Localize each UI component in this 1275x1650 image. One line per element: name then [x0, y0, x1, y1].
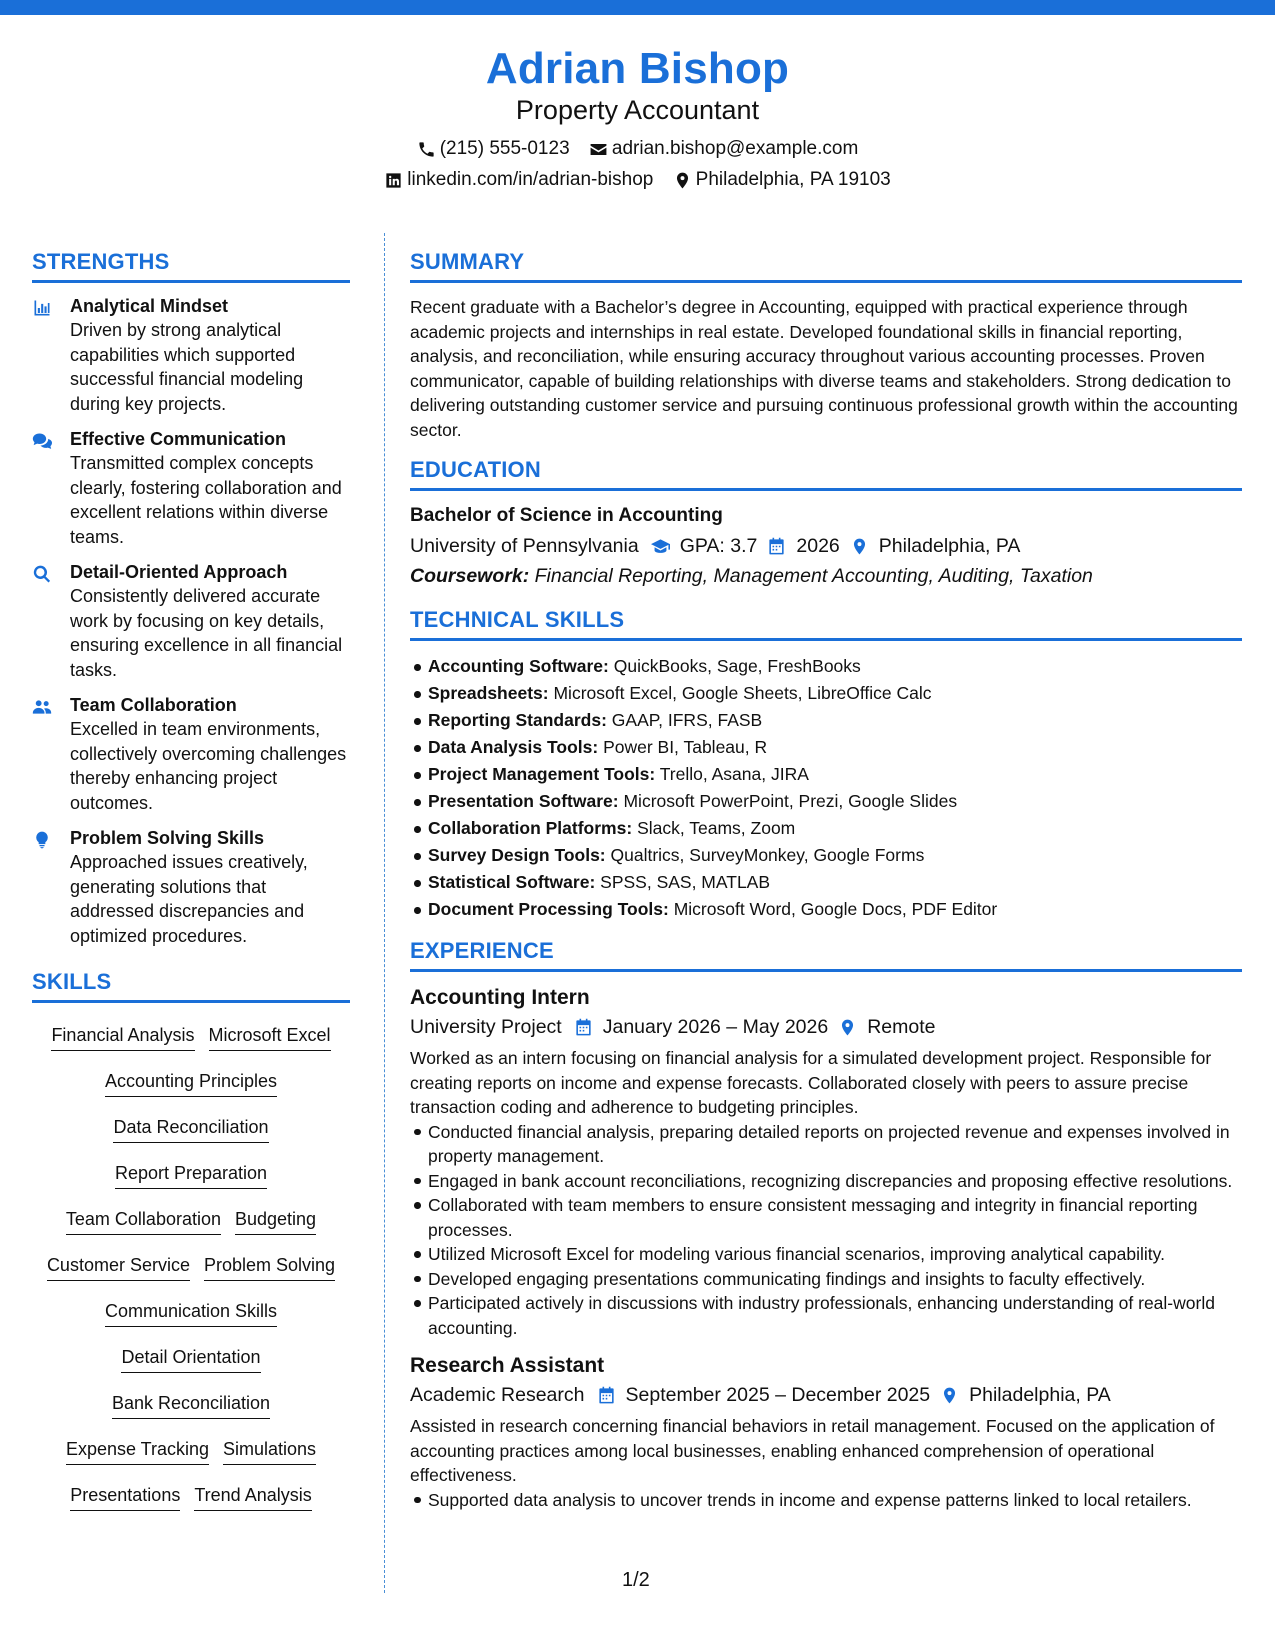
skill-category: Data Analysis Tools:: [428, 737, 599, 757]
job-entry: [410, 984, 1242, 1340]
skill-chip: Data Reconciliation: [113, 1115, 268, 1143]
job-meta: [410, 1381, 1242, 1409]
comments-icon: [32, 431, 52, 451]
skill-chip: Trend Analysis: [194, 1483, 311, 1511]
list-item: Participated actively in discussions with industry professionals, enhancing understanding of real-world accounting.: [428, 1291, 1242, 1340]
strength-item: [32, 827, 350, 948]
linkedin-text: linkedin.com/in/adrian-bishop: [407, 169, 654, 191]
candidate-name: Adrian Bishop: [485, 44, 790, 93]
school-name: University of Pennsylvania: [410, 535, 639, 557]
lightbulb-icon: [32, 830, 52, 850]
list-item: [428, 761, 1242, 788]
job-bullets: [410, 1488, 1242, 1513]
column-divider: [384, 233, 385, 1593]
resume-header: [0, 42, 1275, 192]
job-meta: [410, 1013, 1242, 1041]
gpa: GPA: 3.7: [679, 535, 758, 557]
job-bullets: [410, 1120, 1242, 1341]
strengths-heading: STRENGTHS: [32, 248, 350, 283]
list-item: [428, 842, 1242, 869]
list-item: Collaborated with team members to ensure consistent messaging and integrity in financial reporting processes.: [428, 1193, 1242, 1242]
skill-chip: Bank Reconciliation: [112, 1391, 270, 1419]
strength-item: [32, 295, 350, 416]
linkedin-icon: [384, 171, 403, 190]
candidate-role: Property Accountant: [515, 95, 760, 125]
list-item: [428, 734, 1242, 761]
strength-desc: Approached issues creatively, generating solutions that addressed discrepancies and optimized procedures.: [70, 852, 308, 946]
skill-category: Survey Design Tools:: [428, 845, 606, 865]
linkedin-contact[interactable]: [384, 168, 653, 192]
right-column: [410, 248, 1242, 1512]
list-item: Utilized Microsoft Excel for modeling various financial scenarios, improving analytical capability.: [428, 1242, 1242, 1267]
list-item: [428, 896, 1242, 923]
top-accent-bar: [0, 0, 1275, 15]
skill-values: GAAP, IFRS, FASB: [611, 710, 763, 730]
list-item: Supported data analysis to uncover trends in income and expense patterns linked to local retailers.: [428, 1488, 1242, 1513]
skill-category: Accounting Software:: [428, 656, 609, 676]
strength-desc: Excelled in team environments, collectively overcoming challenges thereby enhancing project outcomes.: [70, 719, 347, 813]
skill-category: Document Processing Tools:: [428, 899, 669, 919]
email-text: adrian.bishop@example.com: [611, 138, 859, 159]
coursework-label: Coursework:: [410, 565, 530, 587]
list-item: Developed engaging presentations communicating findings and insights to faculty effectively.: [428, 1267, 1242, 1292]
skill-values: QuickBooks, Sage, FreshBooks: [613, 656, 861, 676]
skill-chip: Detail Orientation: [121, 1345, 260, 1373]
contact-line-1: [0, 137, 1275, 161]
coursework-list: Financial Reporting, Management Accounting, Auditing, Taxation: [534, 565, 1093, 587]
skill-chip: Problem Solving: [204, 1253, 335, 1281]
experience-heading: EXPERIENCE: [410, 937, 1242, 972]
job-location: Philadelphia, PA: [969, 1384, 1111, 1406]
education-heading: EDUCATION: [410, 456, 1242, 491]
skill-chip: Expense Tracking: [66, 1437, 209, 1465]
phone-text: (215) 555-0123: [439, 138, 570, 159]
map-pin-icon: [940, 1386, 959, 1405]
technical-skills-list: [410, 653, 1242, 923]
coursework: [410, 562, 1242, 590]
envelope-icon: [589, 140, 608, 159]
list-item: [428, 788, 1242, 815]
calendar-icon: [597, 1386, 616, 1405]
skill-category: Statistical Software:: [428, 872, 596, 892]
skill-values: SPSS, SAS, MATLAB: [600, 872, 771, 892]
skill-category: Presentation Software:: [428, 791, 619, 811]
strength-title: Analytical Mindset: [70, 296, 229, 316]
skill-chip: Presentations: [70, 1483, 180, 1511]
strength-title: Detail-Oriented Approach: [70, 562, 288, 582]
skill-chip: Customer Service: [47, 1253, 190, 1281]
email-contact[interactable]: [589, 137, 858, 161]
skill-values: Power BI, Tableau, R: [603, 737, 768, 757]
skill-values: Trello, Asana, JIRA: [659, 764, 809, 784]
summary-text: Recent graduate with a Bachelor’s degree in Accounting, equipped with practical experience through academic projects and internships in real estate. Developed foundational skills in financial reporting, analysis, and reconciliation, while ensuring accuracy throughout various accounting processes. Proven communicator, capable of building relationships with diverse teams and stakeholders. Strong dedication to delivering outstanding customer service and pursuing continuous professional growth within the accounting sector.: [410, 297, 1238, 440]
calendar-icon: [574, 1018, 593, 1037]
strength-title: Problem Solving Skills: [70, 828, 265, 848]
map-pin-icon: [838, 1018, 857, 1037]
list-item: [428, 869, 1242, 896]
degree-title: Bachelor of Science in Accounting: [410, 505, 723, 526]
strength-item: [32, 428, 350, 549]
skill-chip: Financial Analysis: [51, 1023, 194, 1051]
strength-title: Effective Communication: [70, 429, 287, 449]
job-entry: [410, 1352, 1242, 1512]
strength-item: [32, 561, 350, 682]
job-location: Remote: [867, 1016, 936, 1038]
contact-line-2: [0, 168, 1275, 192]
skill-values: Microsoft PowerPoint, Prezi, Google Slides: [623, 791, 958, 811]
skill-chip: Team Collaboration: [66, 1207, 221, 1235]
skills-heading: SKILLS: [32, 968, 350, 1003]
location-contact: [673, 168, 891, 192]
page-number: 1/2: [622, 1569, 650, 1591]
list-item: Conducted financial analysis, preparing detailed reports on projected revenue and expenses involved in property management.: [428, 1120, 1242, 1169]
strength-desc: Consistently delivered accurate work by focusing on key details, ensuring excellence in all financial tasks.: [70, 586, 343, 680]
list-item: Engaged in bank account reconciliations, recognizing discrepancies and proposing effective resolutions.: [428, 1169, 1242, 1194]
location-text: Philadelphia, PA 19103: [695, 169, 891, 191]
skill-chip: Accounting Principles: [105, 1069, 277, 1097]
strength-title: Team Collaboration: [70, 695, 237, 715]
skill-category: Project Management Tools:: [428, 764, 656, 784]
job-org: Academic Research: [410, 1384, 585, 1406]
skill-values: Microsoft Word, Google Docs, PDF Editor: [673, 899, 998, 919]
graduation-cap-icon: [651, 537, 670, 556]
summary-heading: SUMMARY: [410, 248, 1242, 283]
phone-icon: [417, 140, 436, 159]
search-icon: [32, 564, 52, 584]
skill-chip: Communication Skills: [105, 1299, 277, 1327]
job-description: Worked as an intern focusing on financial analysis for a simulated development project. Responsible for creating reports on income and expense forecasts. Collaborated closely with peers to assure precise transaction coding and adherence to budgeting principles.: [410, 1048, 1212, 1117]
chart-icon: [32, 298, 52, 318]
skill-category: Reporting Standards:: [428, 710, 607, 730]
skill-chip: Report Preparation: [115, 1161, 267, 1189]
users-icon: [32, 697, 52, 717]
list-item: [428, 653, 1242, 680]
education-location: Philadelphia, PA: [878, 535, 1021, 557]
strength-desc: Transmitted complex concepts clearly, fostering collaboration and excellent relations within diverse teams.: [70, 453, 342, 547]
skill-values: Qualtrics, SurveyMonkey, Google Forms: [610, 845, 925, 865]
list-item: [428, 680, 1242, 707]
phone-contact[interactable]: [417, 137, 570, 161]
job-title: Accounting Intern: [410, 986, 590, 1009]
job-org: University Project: [410, 1016, 562, 1038]
job-dates: September 2025 – December 2025: [625, 1384, 931, 1406]
job-description: Assisted in research concerning financial behaviors in retail management. Focused on the application of accounting practices among local businesses, enabling enhanced comprehension of operational effectiveness.: [410, 1416, 1215, 1485]
skill-category: Spreadsheets:: [428, 683, 549, 703]
skill-values: Microsoft Excel, Google Sheets, LibreOffice Calc: [553, 683, 932, 703]
skill-category: Collaboration Platforms:: [428, 818, 633, 838]
map-pin-icon: [673, 171, 692, 190]
map-pin-icon: [850, 537, 869, 556]
skill-chip: Budgeting: [235, 1207, 316, 1235]
job-title: Research Assistant: [410, 1354, 605, 1377]
skill-values: Slack, Teams, Zoom: [637, 818, 796, 838]
job-dates: January 2026 – May 2026: [602, 1016, 829, 1038]
technical-skills-heading: TECHNICAL SKILLS: [410, 606, 1242, 641]
left-column: [32, 248, 350, 1525]
list-item: [428, 707, 1242, 734]
skill-chip: Simulations: [223, 1437, 316, 1465]
strength-item: [32, 694, 350, 815]
skills-list: [32, 1015, 350, 1525]
skill-chip: Microsoft Excel: [209, 1023, 331, 1051]
calendar-icon: [767, 537, 786, 556]
graduation-year: 2026: [796, 535, 840, 557]
strength-desc: Driven by strong analytical capabilities which supported successful financial modeling during key projects.: [70, 320, 304, 414]
education-meta: [410, 532, 1242, 560]
list-item: [428, 815, 1242, 842]
